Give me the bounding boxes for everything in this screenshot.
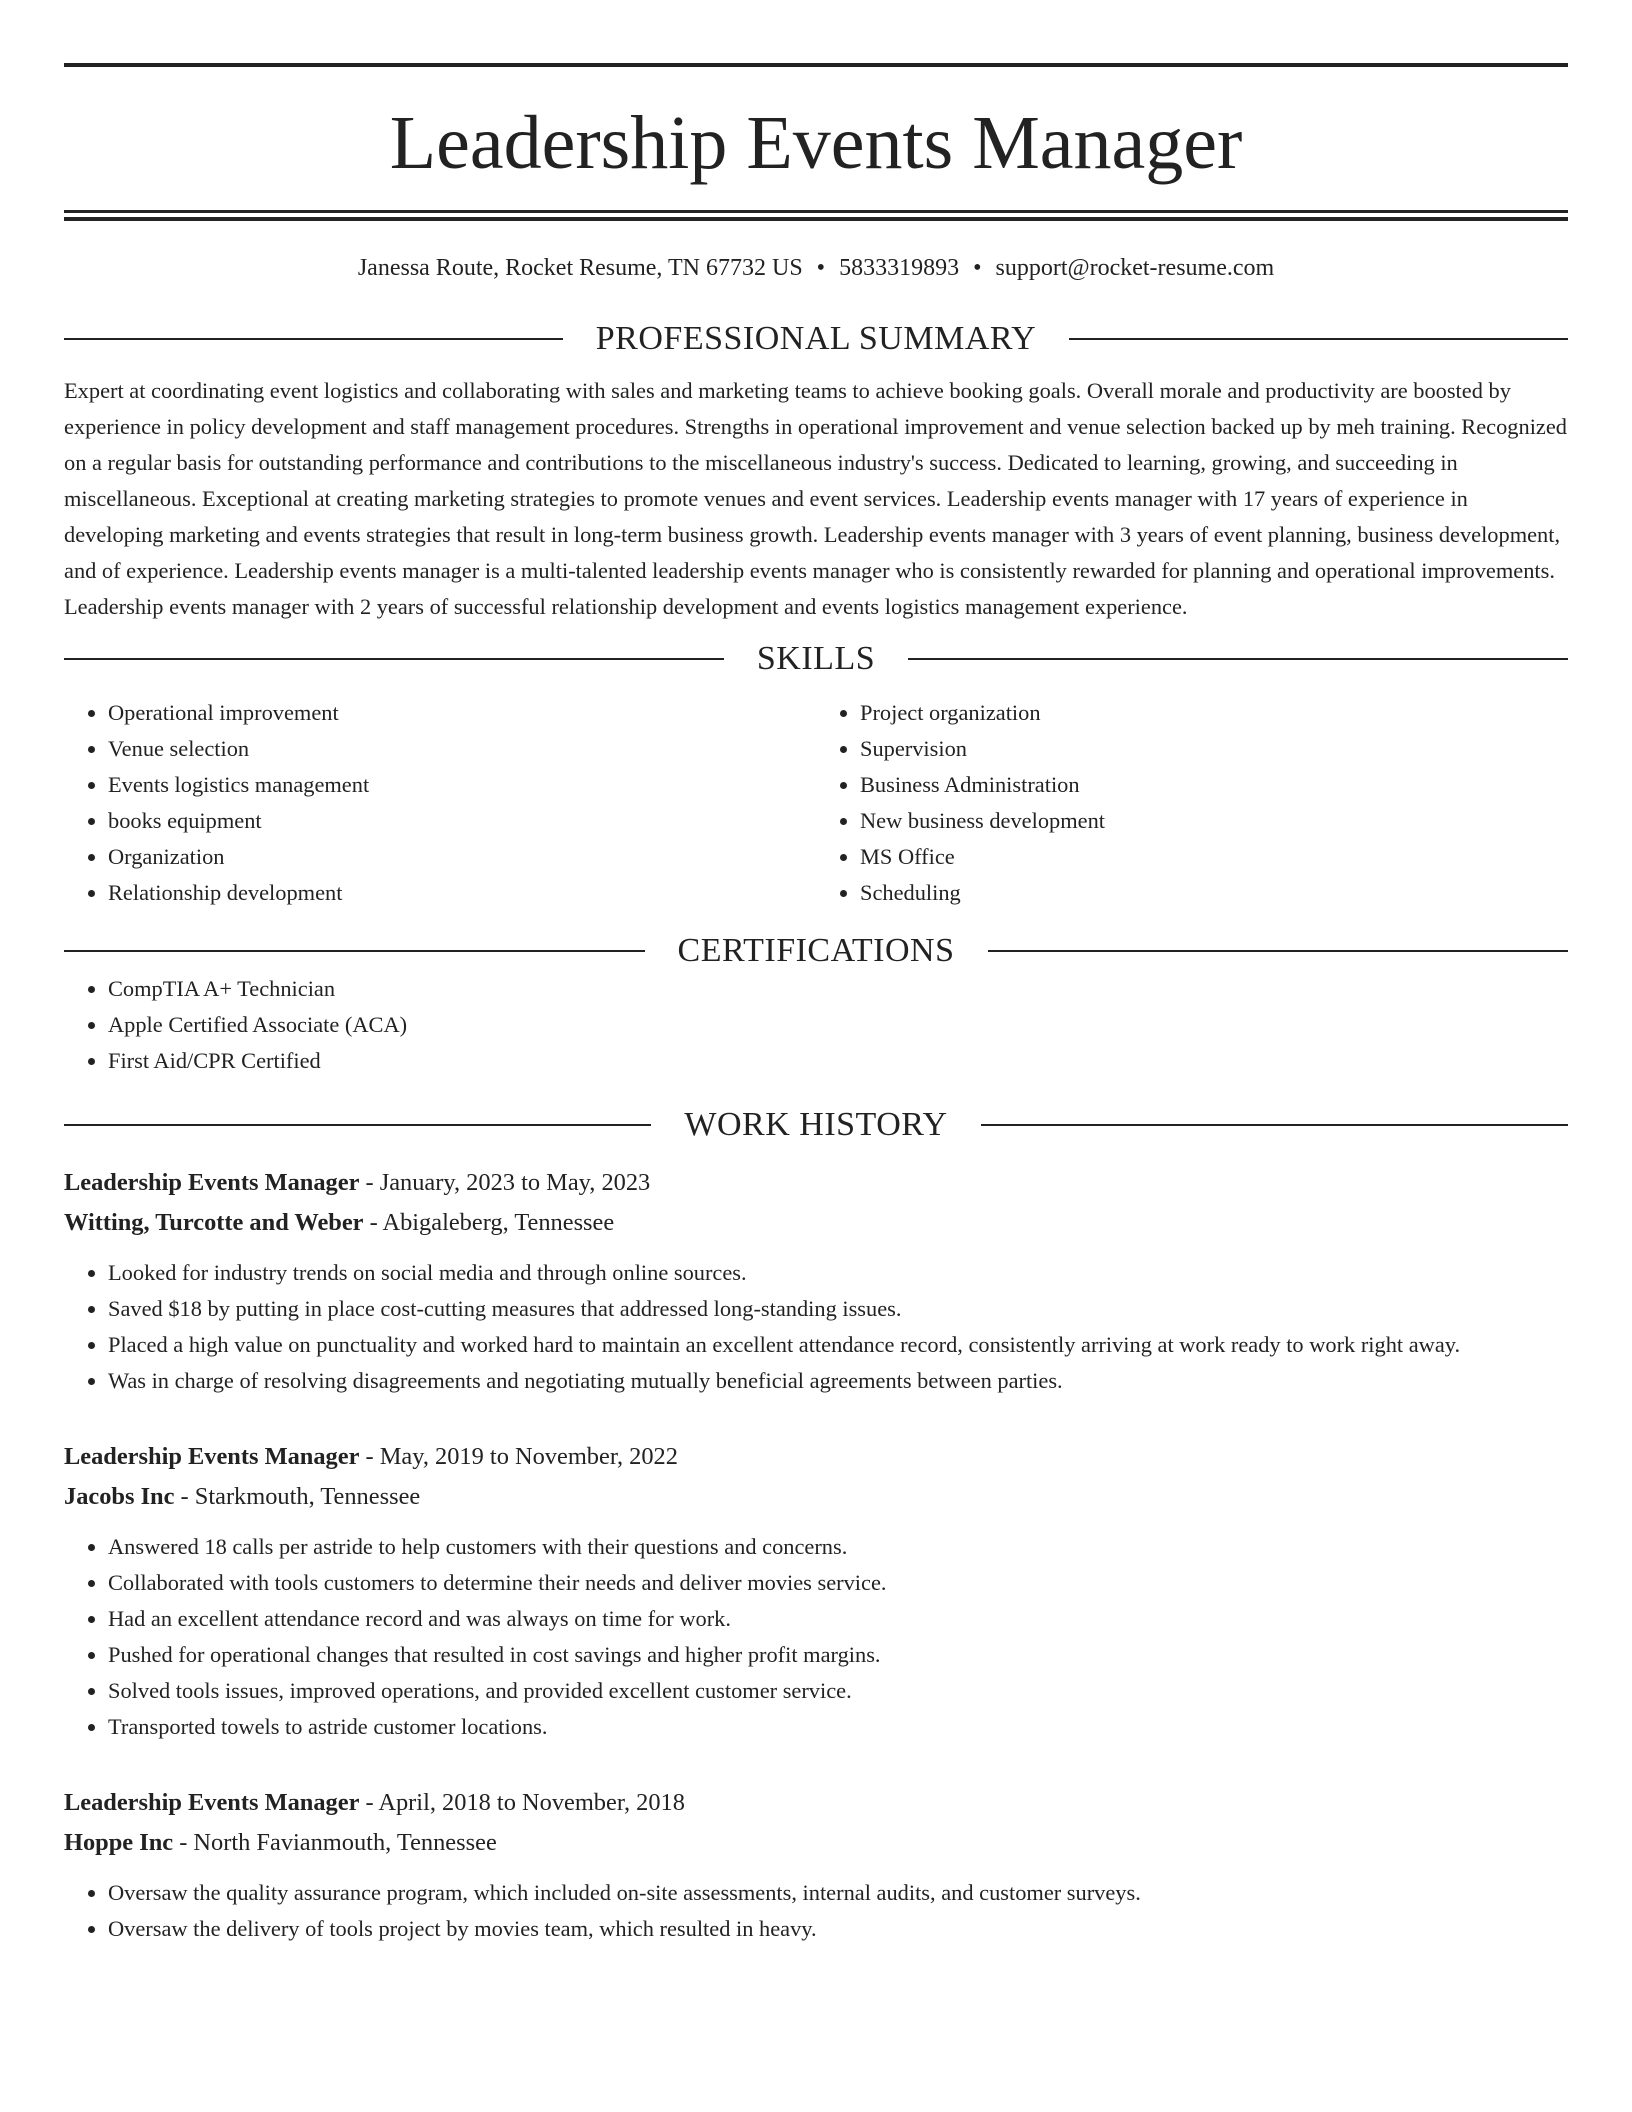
job-bullet: • Answered 18 calls per astride to help customers with their questions and concerns. — [108, 1529, 1568, 1565]
certification-item: • Apple Certified Associate (ACA) — [108, 1007, 1568, 1043]
contact-separator: • — [973, 255, 982, 281]
job-bullets — [64, 1255, 1568, 1399]
job-location: - Abigaleberg, Tennessee — [363, 1209, 615, 1236]
contact-line — [64, 253, 1568, 283]
heading-rule — [64, 338, 563, 340]
job-title-line — [64, 1437, 1568, 1477]
job-bullet: • Transported towels to astride customer locations. — [108, 1709, 1568, 1745]
job-title: Leadership Events Manager — [64, 1443, 360, 1470]
heading-rule — [1069, 338, 1568, 340]
certifications-heading — [64, 931, 1568, 971]
job-company: Hoppe Inc — [64, 1829, 174, 1856]
skills-heading — [64, 639, 1568, 679]
skill-item: • books equipment — [108, 803, 816, 839]
contact-email: support@rocket-resume.com — [995, 255, 1275, 281]
title-double-rule — [64, 210, 1568, 220]
contact-phone: 5833319893 — [839, 255, 960, 281]
job-bullet: • Was in charge of resolving disagreements and negotiating mutually beneficial agreements between parties. — [108, 1363, 1568, 1399]
heading-rule — [64, 658, 724, 660]
top-rule — [64, 63, 1568, 67]
skill-item: • Venue selection — [108, 731, 816, 767]
certification-item: • First Aid/CPR Certified — [108, 1043, 1568, 1079]
summary-heading-text: PROFESSIONAL SUMMARY — [595, 320, 1037, 357]
job-dates: - April, 2018 to November, 2018 — [359, 1789, 685, 1816]
skill-item: • Relationship development — [108, 875, 816, 911]
job-title: Leadership Events Manager — [64, 1169, 360, 1196]
job-title-line — [64, 1163, 1568, 1203]
heading-rule — [64, 950, 645, 952]
skill-item: • Organization — [108, 839, 816, 875]
resume-title: Leadership Events Manager — [389, 101, 1243, 185]
job-bullet: • Placed a high value on punctuality and worked hard to maintain an excellent attendance record, consistently arriving at work ready to work right away. — [108, 1327, 1568, 1363]
job-location: - Starkmouth, Tennessee — [174, 1483, 421, 1510]
skills-grid — [64, 695, 1568, 911]
skill-item: • Events logistics management — [108, 767, 816, 803]
skill-item: • MS Office — [860, 839, 1568, 875]
certification-item: • CompTIA A+ Technician — [108, 971, 1568, 1007]
summary-text: Expert at coordinating event logistics and collaborating with sales and marketing teams to achieve booking goals. Overall morale and productivity are boosted by experience in policy development and staff management procedures. Strengths in operational improvement and venue selection backed up by meh training. Recognized on a regular basis for outstanding performance and contributions to the miscellaneous industry's success. Dedicated to learning, growing, and succeeding in miscellaneous. Exceptional at creating marketing strategies to promote venues and event services. Leadership events manager with 17 years of experience in developing marketing and events strategies that result in long-term business growth. Leadership events manager with 3 years of event planning, business development, and of experience. Leadership events manager is a multi-talented leadership events manager who is consistently rewarded for planning and operational improvements. Leadership events manager with 2 years of successful relationship development and events logistics management experience. — [64, 378, 1567, 619]
skill-item: • Business Administration — [860, 767, 1568, 803]
summary-heading — [64, 319, 1568, 359]
skill-item: • New business development — [860, 803, 1568, 839]
skill-item: • Scheduling — [860, 875, 1568, 911]
job-company-line — [64, 1203, 1568, 1243]
work-history-heading — [64, 1105, 1568, 1145]
job-bullet: • Looked for industry trends on social media and through online sources. — [108, 1255, 1568, 1291]
job-bullet: • Oversaw the quality assurance program, which included on-site assessments, internal audits, and customer surveys. — [108, 1875, 1568, 1911]
skill-item: • Operational improvement — [108, 695, 816, 731]
job-title-line — [64, 1783, 1568, 1823]
heading-rule — [981, 1124, 1568, 1126]
job-bullet: • Collaborated with tools customers to determine their needs and deliver movies service. — [108, 1565, 1568, 1601]
job-dates: - January, 2023 to May, 2023 — [359, 1169, 651, 1196]
job-company-line — [64, 1477, 1568, 1517]
certifications-list — [64, 971, 1568, 1079]
job-bullet: • Oversaw the delivery of tools project by movies team, which resulted in heavy. — [108, 1911, 1568, 1947]
job-location: - North Favianmouth, Tennessee — [173, 1829, 497, 1856]
contact-separator: • — [816, 255, 826, 281]
heading-rule — [988, 950, 1569, 952]
skill-item: • Project organization — [860, 695, 1568, 731]
skill-item: • Supervision — [860, 731, 1568, 767]
job-bullet: • Pushed for operational changes that resulted in cost savings and higher profit margins. — [108, 1637, 1568, 1673]
certifications-heading-text: CERTIFICATIONS — [677, 932, 955, 969]
job-entry — [64, 1783, 1568, 1947]
skills-heading-text: SKILLS — [756, 640, 876, 677]
job-bullet: • Solved tools issues, improved operations, and provided excellent customer service. — [108, 1673, 1568, 1709]
job-bullet: • Saved $18 by putting in place cost-cutting measures that addressed long-standing issues. — [108, 1291, 1568, 1327]
heading-rule — [64, 1124, 651, 1126]
skills-column-right — [816, 695, 1568, 911]
contact-address: Janessa Route, Rocket Resume, TN 67732 US — [357, 255, 803, 281]
job-title: Leadership Events Manager — [64, 1789, 360, 1816]
heading-rule — [908, 658, 1568, 660]
job-entry — [64, 1163, 1568, 1399]
job-bullets — [64, 1875, 1568, 1947]
skills-list-left — [64, 695, 816, 911]
job-bullet: • Had an excellent attendance record and was always on time for work. — [108, 1601, 1568, 1637]
skills-column-left — [64, 695, 816, 911]
job-dates: - May, 2019 to November, 2022 — [359, 1443, 678, 1470]
skills-list-right — [816, 695, 1568, 911]
job-company: Jacobs Inc — [64, 1483, 175, 1510]
job-entry — [64, 1437, 1568, 1745]
job-bullets — [64, 1529, 1568, 1745]
job-company: Witting, Turcotte and Weber — [64, 1209, 364, 1236]
work-history-heading-text: WORK HISTORY — [684, 1106, 948, 1143]
job-company-line — [64, 1823, 1568, 1863]
